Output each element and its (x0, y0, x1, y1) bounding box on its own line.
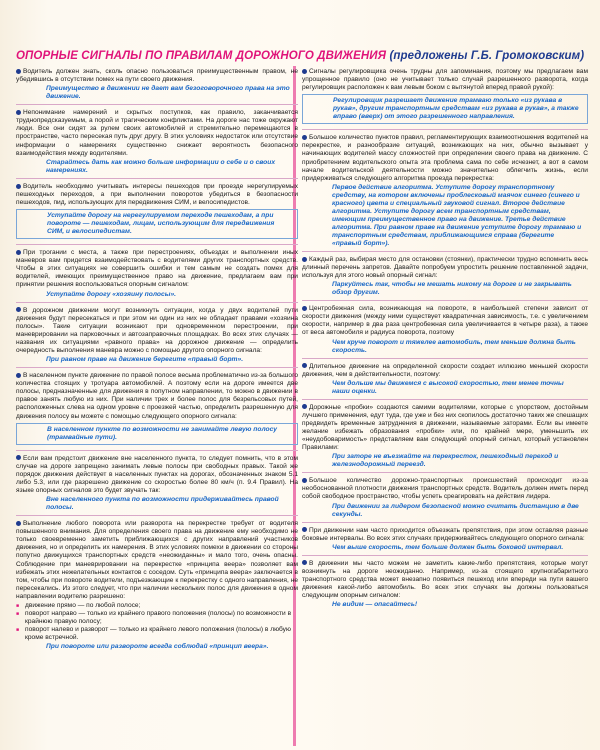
paragraph (16, 455, 298, 495)
paragraph (16, 249, 298, 289)
bullet-icon (16, 455, 21, 460)
left-block (16, 307, 298, 369)
reference-signal: Старайтесь дать как можно больше информации о себе и о своих намерениях. (46, 158, 276, 174)
bullet-icon (16, 307, 21, 312)
page-title (16, 50, 586, 62)
bullet-icon (16, 521, 21, 526)
right-block (302, 134, 588, 252)
paragraph (302, 134, 588, 183)
reference-signal: Уступайте дорогу «хозяину полосы». (46, 290, 177, 298)
paragraph (16, 109, 298, 158)
right-block (302, 560, 588, 612)
reference-signal: При равном праве на движение берегите «правый борт». (46, 356, 244, 364)
paragraph-text: Сигналы регулировщика очень трудны для запоминания, поэтому мы предлагаем вам упрощенное правило (оно не учитывает только случай разрешенного разворота, когда регулировщик расположен к вам левым боком с вытянутой вперед правой рукой): (302, 68, 588, 92)
paragraph (302, 363, 588, 379)
paragraph-text: Выполнение любого поворота или разворота на перекрестке требует от водителя повышенного внимания. Для определения своего права на движение ему необходимо не только своевременно заметить приближающихся с других направлений участников движения, но и определить их намерения. В этих условиях помехи в движении со стороны попутно движущихся транспортных средств «неожиданны» и мало того, очень опасны. Соблюдение при маневрировании на перекрестке «принципа веера» позволяет вам избежать этих нежелательных контактов с соседом. Суть «принципа веера» заключается в том, чтобы при повороте водители, подъезжающие к перекрестку с одного направления, не пересекались. Из этого следует, что при наличии нескольких полос для движения в одном направлении водителю разрешено: (16, 520, 298, 600)
paragraph-text: В движении мы часто можем не заметить какие-либо препятствия, которые могут возникнуть на дороге неожиданно. Например, из-за стоящего крупногабаритного транспортного средства может внезапно появиться пешеход или впереди на пути вашего движения какой-либо автомобиль. Во всех этих случаях вы должны пользоваться следующим опорным сигналом: (302, 559, 588, 600)
paragraph (16, 520, 298, 601)
title-author: (предложены Г.Б. Громоковским) (389, 50, 585, 62)
bullet-icon (302, 257, 307, 262)
left-block (16, 372, 298, 451)
paragraph (302, 256, 588, 280)
bullet-icon (302, 527, 307, 532)
paragraph (16, 183, 298, 207)
bullet-icon (16, 373, 21, 378)
paragraph (16, 307, 298, 356)
paragraph-text: В дорожном движении могут возникнуть ситуации, когда у двух водителей пути движения будут пересекаться и при этом ни один из них не обладает правами «хозяина полосы». Такие ситуации возникают при одновременном перестроении, при маневрировании на парковочных и автозаправочных площадках. Во всех этих случаях — названия их ситуациями «равного права» на дорожное движение — определить очередность выполнения маневра можно с помощью другого опорного сигнала: (16, 306, 298, 354)
right-column (302, 68, 588, 616)
bullet-icon (302, 363, 307, 368)
bullet-icon (16, 110, 21, 115)
paragraph-text: Каждый раз, выбирая место для остановки (стоянки), практически трудно вспомнить весь длинный перечень запретов. Давайте попробуем упростить решение поставленной задачи, используя для этого новый опорный сигнал: (302, 255, 588, 280)
paragraph-text: Водитель должен знать, сколь опасно пользоваться преимущественным правом, не убедившись в отсутствии помех на пути своего движения. (16, 68, 298, 84)
right-block (302, 477, 588, 522)
reference-signal: Первое действие алгоритма. Уступите дорогу транспортному средству, на котором включены проблесковый маячок синего (синего и красного) цвета и специальный звуковой сигнал. Второе действие алгоритма. Уступите дорогу всем транспортным средствам, имеющим преимущественное право на движение. Третье действие алгоритма. При равном праве на движение уступите дорогу трамваю и транспортным средствам, приближающимся справа (берегите «правый борт»). (332, 183, 582, 247)
right-block (302, 404, 588, 474)
paragraph-text: В населенном пункте движение по правой полосе весьма проблематично из-за большого количества стоящих у тротуара автомобилей. А поэтому если на дороге имеется две полосы, предназначенные для движения в попутном направлении, то можно в движении в правое занять любую из них. При наличии трех и более полос для безрельсовых путей, расположенных слева на одном уровне с проезжей частью, определить разрешенную для движения полосу вы можете с помощью следующего опорного сигнала: (16, 372, 299, 420)
paragraph-text: Большое количество дорожно-транспортных происшествий происходит из-за необоснованной плотности движения транспортных средств. Водитель должен иметь перед собой свободное пространство, чтобы успеть среагировать на действия лидера. (302, 477, 588, 501)
bullet-icon (302, 560, 307, 565)
reference-signal: При движении за лидером безопасной можно считать дистанцию в две секунды. (332, 502, 579, 518)
reference-signal: Чем круче поворот и тяжелее автомобиль, тем меньше должна быть скорость. (332, 338, 576, 354)
reference-signal: В населенном пункте по возможности не занимайте левую полосу (трамвайные пути). (16, 423, 298, 445)
left-block (16, 109, 298, 179)
right-block (302, 68, 588, 130)
reference-signal: Преимущество в движении не дает вам безоговорочного права на это движение. (46, 85, 290, 101)
paragraph (302, 68, 588, 92)
paragraph (302, 477, 588, 501)
left-block (16, 183, 298, 245)
paragraph (302, 560, 588, 600)
paragraph-text: При движении нам часто приходится объезжать препятствия, при этом оставляя разные боковые интервалы. Во всех этих случаях придерживайтесь следующего опорного сигнала: (302, 526, 588, 542)
right-block (302, 527, 588, 556)
bullet-icon (16, 250, 21, 255)
left-column (16, 68, 298, 658)
reference-signal: При повороте или развороте всегда соблюдай «принцип веера». (46, 643, 269, 651)
paragraph-text: Непонимание намерений и скрытых поступков, как правило, заканчивается труднопредсказуемым, а порой и трагическим конфликтами. На дороге нас тоже окружают люди. Все они сидят за рулем своих автомобилей и стремительно перемещаются в пространстве, часто пересекая путь друг другу. В этих условиях недостаток или отсутствие информации о намерениях существенно снижает вероятность безопасного взаимодействия между водителями. (16, 109, 298, 157)
left-block (16, 249, 298, 302)
list-item: ■ движение прямо — по любой полосе; (16, 602, 298, 610)
paragraph-text: Дорожные «пробки» создаются самими водителями, которые с упорством, достойным лучшего применения, едут туда, где уже и без них скопилось достаточно таких же спешащих предвидеть временные затруднения в движении, называемые заторами. Если вы имеете желание избежать образования «пробки» или, по крайней мере, уменьшить их «неудобоваримость» представляем вам следующий опорный сигнал, который установлен Правилами: (302, 403, 588, 452)
reference-signal: Не видим — опасайтесь! (332, 601, 418, 609)
paragraph (302, 404, 588, 453)
bullet-icon (16, 69, 21, 74)
rule-list (16, 602, 298, 642)
paragraph-text: Водитель необходимо учитывать интересы пешеходов при проезде нерегулируемых пешеходных переходов, а при выполнении поворотов убедиться в безопасности пешеходов, пид, использующих для передвижения СИМ, и велосипедистов. (16, 182, 298, 206)
paragraph-text: При трогании с места, а также при перестроениях, объездах и выполнении иных маневров вам придется взаимодействовать с водителями других транспортных средств. Чтобы в этих ситуациях не совершить ошибки и тем самым не создать помех для водителей, имеющих преимущественное право на движение, предлагаем вам при принятии решения воспользоваться опорным сигналом: (16, 249, 298, 289)
paragraph-text: Длительное движение на определенной скорости создает иллюзию меньшей скорости движения, чем в действительности, поэтому: (302, 362, 588, 378)
bullet-icon (302, 135, 307, 140)
left-block (16, 68, 298, 105)
paragraph-text: Большое количество пунктов правил, регламентирующих взаимоотношения водителей на перекрестке, и разнообразие ситуаций, возникающих на них, обычно вызывает у начинающих водителей массу сложностей при определении своего права на движение. С приобретением водительского опыта эта проблема сама по себе исчезнет, а вот в самом начале водительской деятельности можно значительно облегчить жизнь, если придерживаться следующего алгоритма проезда перекрестка: (302, 134, 588, 182)
right-block (302, 363, 588, 400)
paragraph-text: Если вам предстоит движение вне населенного пункта, то следует помнить, что в этом случае на дороге запрещено занимать левые полосы при свободных правых. Такой же порядок движения действует в населенных пунктах на дорогах, обозначенных знаком 5.1 либо 5.3, или где разрешено движение со скоростью более 80 км/ч (п. 9.4 Правил). На языке опорных сигналов это будет звучать так: (16, 454, 298, 494)
list-item: ■ поворот направо — только из крайнего правого положения (полосы) по возможности в крайнюю правую полосу; (16, 610, 298, 626)
paragraph (16, 372, 298, 421)
bullet-icon (302, 404, 307, 409)
reference-signal: При заторе не въезжайте на перекресток, пешеходный переход и железнодорожный переезд. (332, 453, 559, 469)
reference-signal: Чем дольше мы движемся с высокой скоростью, тем менее точны наши оценки. (332, 379, 564, 395)
reference-signal: Чем выше скорость, тем больше должен быть боковой интервал. (332, 543, 564, 551)
left-block (16, 455, 298, 516)
reference-signal: Паркуйтесь так, чтобы не мешать никому на дороге и не закрывать обзор другим. (332, 281, 572, 297)
title-main: ОПОРНЫЕ СИГНАЛЫ ПО ПРАВИЛАМ ДОРОЖНОГО ДВИЖЕНИЯ (16, 50, 387, 62)
right-block (302, 305, 588, 358)
paragraph (16, 68, 298, 84)
bullet-icon (302, 478, 307, 483)
left-block (16, 520, 298, 654)
bullet-icon (302, 69, 307, 74)
paragraph-text: Центробежная сила, возникающая на повороте, в наибольшей степени зависит от скорости движения (между ними существует квадратичная зависимость, т.е. с увеличением скорости, например в два раза центробежная сила увеличивается в четыре раза), а также от веса автомобиля и радиуса поворота, поэтому (302, 305, 588, 337)
paragraph (302, 527, 588, 543)
bullet-icon (16, 184, 21, 189)
reference-signal: Вне населенного пункта по возможности придерживайтесь правой полосы. (46, 496, 279, 512)
right-block (302, 256, 588, 301)
reference-signal: Уступайте дорогу на нерегулируемом переходе пешеходам, а при повороте — пешеходам, лицам, использующим для передвижения СИМ, и велосипедистам. (16, 209, 298, 239)
list-item: ■ поворот налево и разворот — только из крайнего левого положения (полосы) в любую кроме встречной. (16, 626, 298, 642)
paragraph (302, 305, 588, 337)
bullet-icon (302, 306, 307, 311)
reference-signal: Регулировщик разрешает движение трамваю только «из рукава в рукав», другим транспортным средствам «из рукава в рукав», а также вправо (вверх) от этого разрешенного направления. (302, 94, 588, 124)
